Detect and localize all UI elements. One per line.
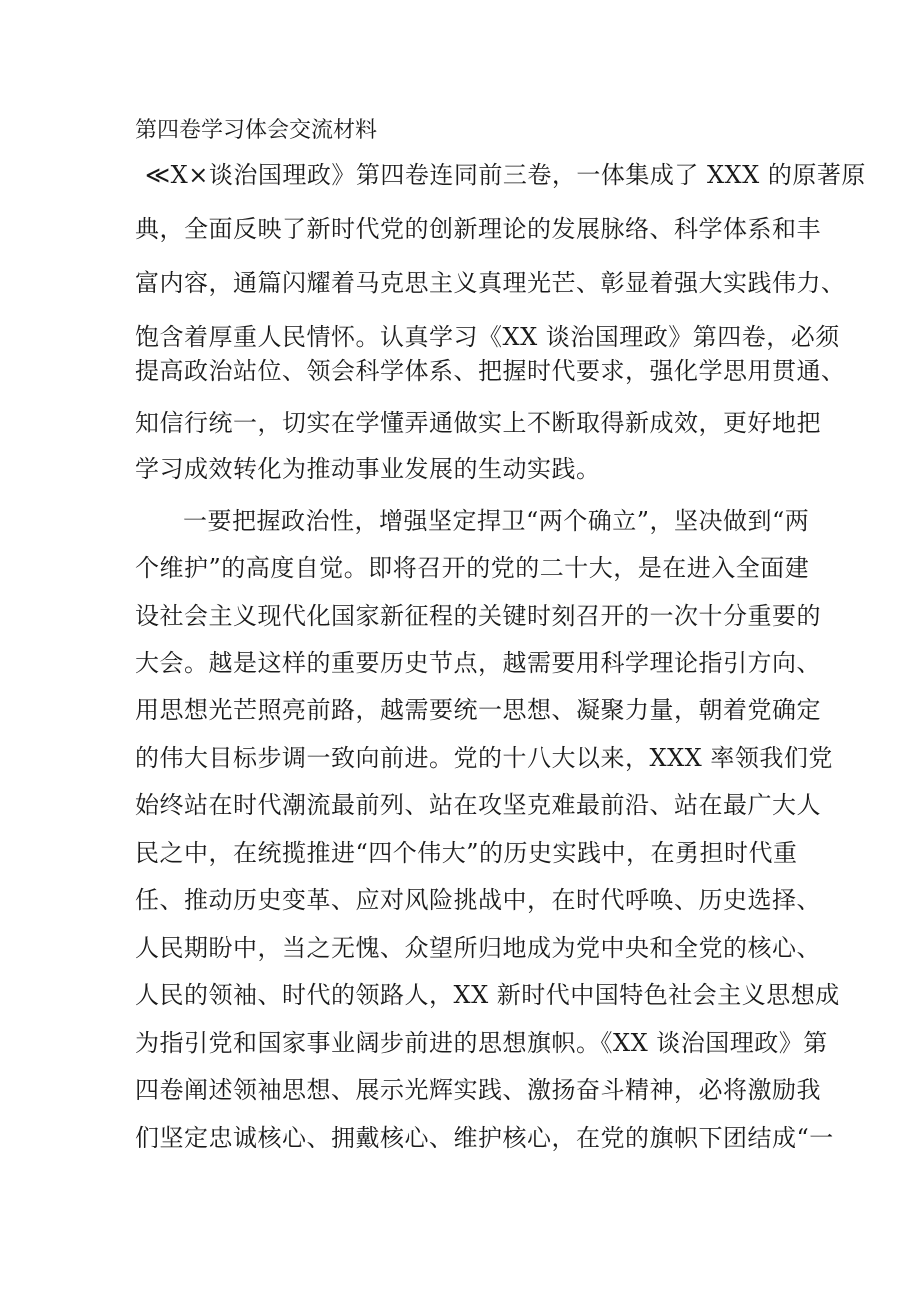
paragraph-2-line-2: 个维护”的高度自觉。即将召开的党的二十大，是在进入全面建 bbox=[135, 554, 810, 582]
paragraph-1-line-3: 富内容，通篇闪耀着马克思主义真理光芒、彰显着强大实践伟力、 bbox=[135, 269, 846, 297]
paragraph-2-line-10: 人民期盼中，当之无愧、众望所归地成为党中央和全党的核心、 bbox=[135, 934, 821, 962]
paragraph-2-line-13: 四卷阐述领袖思想、展示光辉实践、激扬奋斗精神，必将激励我 bbox=[135, 1076, 821, 1104]
paragraph-2-line-11: 人民的领袖、时代的领路人，XX 新时代中国特色社会主义思想成 bbox=[135, 981, 840, 1009]
paragraph-2-line-9: 任、推动历史变革、应对风险挑战中，在时代呼唤、历史选择、 bbox=[135, 886, 821, 914]
paragraph-2-line-7: 始终站在时代潮流最前列、站在攻坚克难最前沿、站在最广大人 bbox=[135, 791, 821, 819]
paragraph-2-line-4: 大会。越是这样的重要历史节点，越需要用科学理论指引方向、 bbox=[135, 649, 821, 677]
paragraph-1-line-6: 知信行统一，切实在学懂弄通做实上不断取得新成效，更好地把 bbox=[135, 409, 821, 437]
paragraph-2-line-14: 们坚定忠诚核心、拥戴核心、维护核心，在党的旗帜下团结成“一 bbox=[135, 1124, 834, 1152]
paragraph-1-line-4: 饱含着厚重人民情怀。认真学习《XX 谈治国理政》第四卷，必须 bbox=[135, 323, 840, 351]
paragraph-1-line-2: 典，全面反映了新时代党的创新理论的发展脉络、科学体系和丰 bbox=[135, 215, 821, 243]
paragraph-2-line-12: 为指引党和国家事业阔步前进的思想旗帜。《XX 谈治国理政》第 bbox=[135, 1029, 828, 1057]
document-title: 第四卷学习体会交流材料 bbox=[135, 118, 378, 143]
paragraph-1-line-5: 提高政治站位、领会科学体系、把握时代要求，强化学思用贯通、 bbox=[135, 357, 846, 385]
paragraph-2-line-5: 用思想光芒照亮前路，越需要统一思想、凝聚力量，朝着党确定 bbox=[135, 696, 821, 724]
paragraph-2-line-1: 一要把握政治性，增强坚定捍卫“两个确立”，坚决做到“两 bbox=[183, 507, 810, 535]
paragraph-2-line-3: 设社会主义现代化国家新征程的关键时刻召开的一次十分重要的 bbox=[135, 602, 821, 630]
paragraph-1-line-7: 学习成效转化为推动事业发展的生动实践。 bbox=[135, 455, 601, 483]
paragraph-2-line-8: 民之中，在统揽推进“四个伟大”的历史实践中，在勇担时代重 bbox=[135, 839, 798, 867]
paragraph-1-line-1: ≪X×谈治国理政》第四卷连同前三卷，一体集成了 XXX 的原著原 bbox=[145, 161, 866, 189]
paragraph-2-line-6: 的伟大目标步调一致向前进。党的十八大以来，XXX 率领我们党 bbox=[135, 744, 833, 772]
